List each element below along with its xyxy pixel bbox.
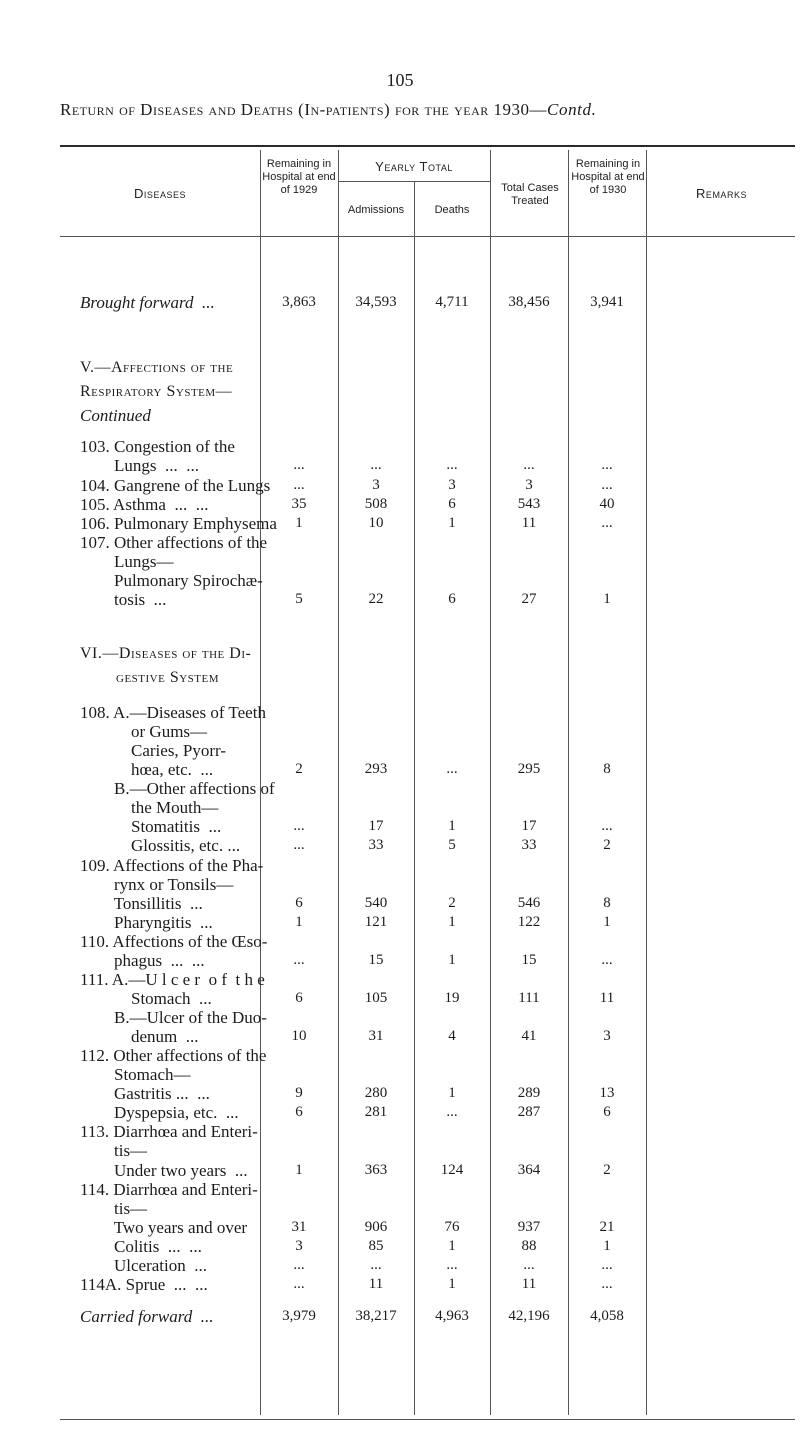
- cell-total: 546: [517, 895, 541, 911]
- cell-total: 42,196: [508, 1308, 550, 1324]
- cell-deaths: 3: [448, 477, 456, 493]
- row-label: Glossitis, etc. ...: [80, 836, 241, 855]
- row-label: Caries, Pyorr-: [80, 741, 227, 760]
- cell-remaining-start: 6: [295, 990, 303, 1006]
- cell-total: 364: [517, 1162, 541, 1178]
- row-label: 107. Other affections of the: [80, 533, 268, 552]
- cell-admissions: 11: [368, 1276, 384, 1292]
- cell-remaining-start: 2: [295, 761, 303, 777]
- cell-remaining-end: 11: [599, 990, 615, 1006]
- row-label: Pulmonary Spirochæ-: [80, 571, 263, 590]
- header-total-treated: Total Cases Treated: [501, 182, 559, 207]
- cell-remaining-end: 2: [603, 1162, 611, 1178]
- row-label: Stomach ...: [80, 989, 212, 1008]
- row-label: 111. A.—U l c e r o f t h e: [80, 970, 265, 989]
- cell-total: 287: [517, 1104, 541, 1120]
- row-label: 106. Pulmonary Emphysema: [80, 514, 277, 533]
- row-label: Under two years ...: [80, 1161, 248, 1180]
- header-deaths: Deaths: [434, 204, 470, 216]
- cell-remaining-start: 3: [295, 1238, 303, 1254]
- cell-remaining-start: ...: [293, 477, 305, 493]
- cell-remaining-end: ...: [601, 1257, 613, 1273]
- column-divider: [490, 150, 491, 1415]
- row-label: 108. A.—Diseases of Teeth: [80, 703, 266, 722]
- cell-total: 88: [521, 1238, 537, 1254]
- cell-remaining-end: 13: [599, 1085, 615, 1101]
- cell-admissions: 33: [368, 837, 384, 853]
- row-label: Brought forward ...: [80, 293, 215, 312]
- page-title-main: Return of Diseases and Deaths (In-patients) for the year 1930—: [60, 100, 548, 119]
- cell-remaining-start: 6: [295, 895, 303, 911]
- row-label: Tonsillitis ...: [80, 894, 203, 913]
- cell-remaining-start: ...: [293, 818, 305, 834]
- row-label: Lungs ... ...: [80, 456, 199, 475]
- cell-remaining-start: ...: [293, 952, 305, 968]
- cell-remaining-start: 5: [295, 591, 303, 607]
- row-label: tosis ...: [80, 590, 167, 609]
- row-label: phagus ... ...: [80, 951, 205, 970]
- cell-deaths: 4: [448, 1028, 456, 1044]
- cell-deaths: ...: [446, 1104, 458, 1120]
- row-label: Colitis ... ...: [80, 1237, 202, 1256]
- cell-total: 937: [517, 1219, 541, 1235]
- row-label: rynx or Tonsils—: [80, 875, 234, 894]
- cell-remaining-end: ...: [601, 477, 613, 493]
- cell-remaining-start: 35: [291, 496, 307, 512]
- cell-remaining-end: ...: [601, 818, 613, 834]
- row-label: 104. Gangrene of the Lungs: [80, 476, 271, 495]
- cell-deaths: 1: [448, 515, 456, 531]
- cell-admissions: 280: [364, 1085, 388, 1101]
- cell-remaining-start: ...: [293, 1276, 305, 1292]
- cell-total: 111: [518, 990, 540, 1006]
- cell-deaths: 19: [444, 990, 460, 1006]
- cell-admissions: 38,217: [355, 1308, 397, 1324]
- row-label: Continued: [80, 406, 151, 425]
- cell-deaths: 4,963: [435, 1308, 469, 1324]
- cell-remaining-start: 3,979: [282, 1308, 316, 1324]
- cell-remaining-end: 4,058: [590, 1308, 624, 1324]
- row-label: 103. Congestion of the: [80, 437, 235, 456]
- cell-admissions: 293: [364, 761, 388, 777]
- row-label: 114. Diarrhœa and Enteri-: [80, 1180, 258, 1199]
- cell-admissions: ...: [370, 457, 382, 473]
- cell-admissions: 17: [368, 818, 384, 834]
- row-label: Pharyngitis ...: [80, 913, 213, 932]
- cell-remaining-end: 3: [603, 1028, 611, 1044]
- cell-admissions: 34,593: [355, 294, 397, 310]
- row-label: denum ...: [80, 1027, 199, 1046]
- cell-deaths: 76: [444, 1219, 460, 1235]
- row-label: 113. Diarrhœa and Enteri-: [80, 1122, 258, 1141]
- row-label: hœa, etc. ...: [80, 760, 214, 779]
- cell-deaths: 124: [440, 1162, 464, 1178]
- cell-total: 289: [517, 1085, 541, 1101]
- cell-deaths: 6: [448, 591, 456, 607]
- cell-remaining-end: 21: [599, 1219, 615, 1235]
- cell-total: 33: [521, 837, 537, 853]
- page-number: 105: [386, 70, 414, 90]
- cell-total: ...: [523, 457, 535, 473]
- row-label: Gastritis ... ...: [80, 1084, 210, 1103]
- row-label: or Gums—: [80, 722, 208, 741]
- row-label: B.—Ulcer of the Duo-: [80, 1008, 267, 1027]
- row-label: Two years and over: [80, 1218, 248, 1237]
- cell-remaining-start: ...: [293, 1257, 305, 1273]
- row-label: Carried forward ...: [80, 1307, 214, 1326]
- header-remaining-start: Remaining in Hospital at end of 1929: [262, 158, 336, 196]
- cell-deaths: ...: [446, 1257, 458, 1273]
- cell-remaining-start: 6: [295, 1104, 303, 1120]
- cell-deaths: ...: [446, 761, 458, 777]
- cell-total: 3: [525, 477, 533, 493]
- cell-remaining-end: ...: [601, 952, 613, 968]
- cell-remaining-end: 3,941: [590, 294, 624, 310]
- cell-total: 41: [521, 1028, 537, 1044]
- cell-remaining-start: 1: [295, 1162, 303, 1178]
- cell-total: 295: [517, 761, 541, 777]
- cell-deaths: 6: [448, 496, 456, 512]
- cell-remaining-end: 1: [603, 914, 611, 930]
- cell-remaining-end: 2: [603, 837, 611, 853]
- column-divider: [646, 150, 647, 1415]
- cell-remaining-start: 31: [291, 1219, 307, 1235]
- cell-total: 11: [521, 515, 537, 531]
- cell-deaths: 1: [448, 818, 456, 834]
- table-bottom-rule: [60, 1419, 795, 1420]
- cell-admissions: 281: [364, 1104, 388, 1120]
- cell-remaining-end: ...: [601, 1276, 613, 1292]
- cell-remaining-start: 10: [291, 1028, 307, 1044]
- cell-deaths: 1: [448, 952, 456, 968]
- cell-deaths: 2: [448, 895, 456, 911]
- row-label: 110. Affections of the Œso-: [80, 932, 268, 951]
- row-label: Stomatitis ...: [80, 817, 222, 836]
- header-remarks: Remarks: [696, 186, 747, 201]
- header-yearly-total: Yearly Total: [375, 159, 453, 174]
- cell-deaths: 1: [448, 1276, 456, 1292]
- cell-total: 11: [521, 1276, 537, 1292]
- cell-remaining-end: 8: [603, 761, 611, 777]
- row-label: 114A. Sprue ... ...: [80, 1275, 208, 1294]
- header-admissions: Admissions: [347, 204, 405, 216]
- cell-deaths: 1: [448, 1238, 456, 1254]
- header-remaining-end: Remaining in Hospital at end of 1930: [571, 158, 645, 196]
- cell-admissions: 363: [364, 1162, 388, 1178]
- row-label: V.—Affections of the: [80, 359, 234, 376]
- cell-remaining-end: ...: [601, 457, 613, 473]
- row-label: VI.—Diseases of the Di-: [80, 645, 252, 662]
- cell-remaining-start: 1: [295, 914, 303, 930]
- row-label: tis—: [80, 1199, 148, 1218]
- cell-admissions: 105: [364, 990, 388, 1006]
- page-title-contd: Contd.: [547, 100, 597, 119]
- row-label: 112. Other affections of the: [80, 1046, 267, 1065]
- cell-total: 122: [517, 914, 541, 930]
- row-label: Lungs—: [80, 552, 174, 571]
- cell-remaining-start: ...: [293, 837, 305, 853]
- cell-remaining-start: ...: [293, 457, 305, 473]
- cell-deaths: ...: [446, 457, 458, 473]
- row-label: Dyspepsia, etc. ...: [80, 1103, 239, 1122]
- cell-admissions: 15: [368, 952, 384, 968]
- cell-admissions: 121: [364, 914, 388, 930]
- row-label: tis—: [80, 1141, 148, 1160]
- cell-admissions: 508: [364, 496, 388, 512]
- cell-admissions: 3: [372, 477, 380, 493]
- header-diseases: Diseases: [134, 186, 186, 201]
- cell-remaining-start: 1: [295, 515, 303, 531]
- column-divider: [414, 182, 415, 1415]
- row-label: Ulceration ...: [80, 1256, 207, 1275]
- cell-deaths: 1: [448, 1085, 456, 1101]
- cell-remaining-start: 3,863: [282, 294, 316, 310]
- column-divider: [568, 150, 569, 1415]
- row-label: Stomach—: [80, 1065, 191, 1084]
- cell-total: 543: [517, 496, 541, 512]
- cell-remaining-end: 8: [603, 895, 611, 911]
- row-label: B.—Other affections of: [80, 779, 275, 798]
- cell-total: 27: [521, 591, 537, 607]
- column-divider: [338, 150, 339, 1415]
- row-label: Respiratory System—: [80, 383, 233, 400]
- cell-admissions: 31: [368, 1028, 384, 1044]
- cell-total: 17: [521, 818, 537, 834]
- cell-remaining-end: 6: [603, 1104, 611, 1120]
- cell-admissions: 906: [364, 1219, 388, 1235]
- cell-admissions: ...: [370, 1257, 382, 1273]
- cell-admissions: 10: [368, 515, 384, 531]
- page-title: [60, 100, 596, 120]
- row-label: 105. Asthma ... ...: [80, 495, 209, 514]
- cell-remaining-end: 40: [599, 496, 615, 512]
- row-label: the Mouth—: [80, 798, 219, 817]
- cell-admissions: 85: [368, 1238, 384, 1254]
- cell-total: 38,456: [508, 294, 550, 310]
- cell-remaining-end: 1: [603, 591, 611, 607]
- table-top-rule: [60, 145, 795, 147]
- table-header-rule: [60, 236, 795, 237]
- cell-total: ...: [523, 1257, 535, 1273]
- cell-total: 15: [521, 952, 537, 968]
- cell-admissions: 540: [364, 895, 388, 911]
- row-label: 109. Affections of the Pha-: [80, 856, 264, 875]
- cell-remaining-end: 1: [603, 1238, 611, 1254]
- cell-remaining-end: ...: [601, 515, 613, 531]
- cell-admissions: 22: [368, 591, 384, 607]
- cell-deaths: 4,711: [435, 294, 469, 310]
- cell-remaining-start: 9: [295, 1085, 303, 1101]
- cell-deaths: 5: [448, 837, 456, 853]
- cell-deaths: 1: [448, 914, 456, 930]
- row-label: gestive System: [80, 669, 220, 686]
